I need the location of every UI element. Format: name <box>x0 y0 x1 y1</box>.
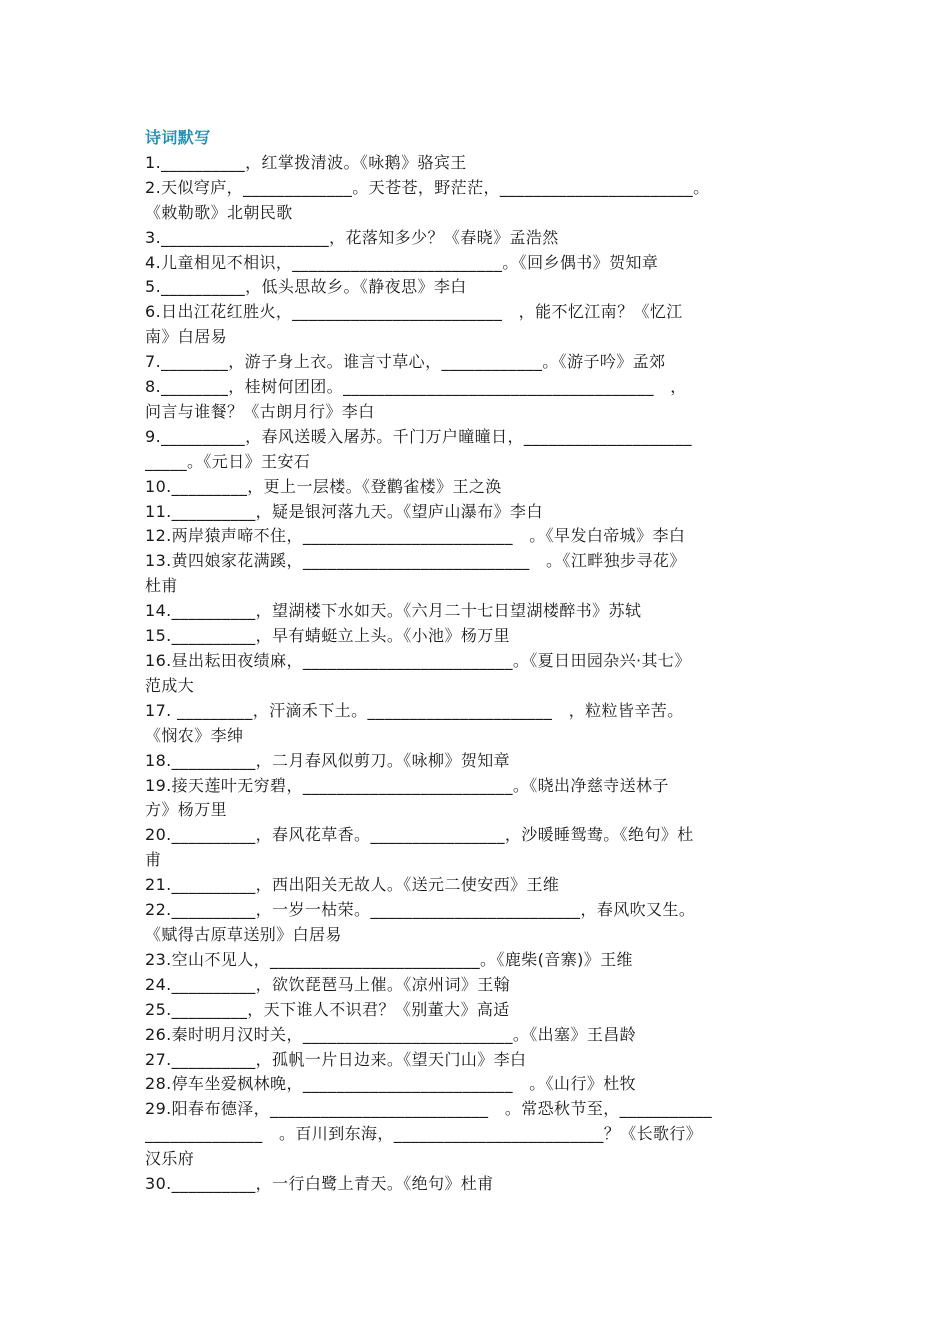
poem-line: 17. _________，汗滴禾下土。______________________ ，粒粒皆辛苦。 <box>145 700 684 720</box>
poem-line: 15.__________，早有蜻蜓立上头。《小池》杨万里 <box>145 626 511 646</box>
worksheet-title: 诗词默写 <box>145 128 211 147</box>
poem-line: _____。《元日》王安石 <box>145 451 311 471</box>
poem-line: 范成大 <box>145 675 195 695</box>
poem-line: 甫 <box>145 850 162 870</box>
poem-line: 1.__________，红掌拨清波。《咏鹅》骆宾王 <box>145 152 467 172</box>
poem-line: 8.________，桂树何团团。_____________________________________ ， <box>145 377 687 397</box>
poem-line: 20.__________，春风花草香。________________，沙暖睡鸳鸯。《绝句》杜 <box>145 825 694 845</box>
poem-line: 27.__________，孤帆一片日边来。《望天门山》李白 <box>145 1049 527 1069</box>
poem-line: 16.昼出耘田夜绩麻，_________________________。《夏日田园杂兴·其七》 <box>145 651 691 671</box>
poem-line: 南》白居易 <box>145 327 228 347</box>
poem-line: 3.____________________，花落知多少？《春晓》孟浩然 <box>145 227 559 247</box>
poem-line: 问言与谁餐？《古朗月行》李白 <box>145 401 375 421</box>
poem-line: 12.两岸猿声啼不住，_________________________ 。《早发白帝城》李白 <box>145 526 686 546</box>
poem-line: 《悯农》李绅 <box>145 725 244 745</box>
poem-line: 23.空山不见人，_________________________。《鹿柴(音寨)》王维 <box>145 949 633 969</box>
poem-line: 25._________，天下谁人不识君？《别董大》高适 <box>145 999 510 1019</box>
poem-line: 6.日出江花红胜火，_________________________ ，能不忆江南？《忆江 <box>145 302 683 322</box>
poem-line: 汉乐府 <box>145 1149 195 1169</box>
poem-line: 4.儿童相见不相识，_________________________。《回乡偶书》贺知章 <box>145 252 659 272</box>
poem-line: 2.天似穹庐，_____________。天苍苍，野茫茫，_______________________。 <box>145 177 710 197</box>
poem-line: 22.__________，一岁一枯荣。_________________________，春风吹又生。 <box>145 900 696 920</box>
poem-line: 19.接天莲叶无穷碧，_________________________。《晓出净慈寺送林子 <box>145 775 669 795</box>
poem-lines <box>145 151 810 1197</box>
poem-line: 7.________，游子身上衣。谁言寸草心，____________。《游子吟》孟郊 <box>145 352 666 372</box>
poem-line: 14.__________，望湖楼下水如天。《六月二十七日望湖楼醉书》苏轼 <box>145 601 642 621</box>
poem-line: 21.__________，西出阳关无故人。《送元二使安西》王维 <box>145 875 560 895</box>
poem-line: 11.__________，疑是银河落九天。《望庐山瀑布》李白 <box>145 501 543 521</box>
poem-line: 《赋得古原草送别》白居易 <box>145 924 342 944</box>
poem-line: 24.__________，欲饮琵琶马上催。《凉州词》王翰 <box>145 974 511 994</box>
poem-line: 方》杨万里 <box>145 800 228 820</box>
poem-line: 5.__________，低头思故乡。《静夜思》李白 <box>145 277 467 297</box>
poem-line: 9.__________，春风送暖入屠苏。千门万户曈曈日，____________________ <box>145 426 692 446</box>
poem-line: 26.秦时明月汉时关，_________________________。《出塞》王昌龄 <box>145 1024 637 1044</box>
poem-line: 30.__________，一行白鹭上青天。《绝句》杜甫 <box>145 1174 494 1194</box>
worksheet-page <box>145 126 810 1197</box>
poem-line: 28.停车坐爱枫林晚，_________________________ 。《山行》杜牧 <box>145 1074 637 1094</box>
poem-line: 29.阳春布德泽，__________________________ 。常恐秋节至，___________ <box>145 1099 713 1119</box>
poem-line: 10._________，更上一层楼。《登鹳雀楼》王之涣 <box>145 476 502 496</box>
poem-line: 18.__________，二月春风似剪刀。《咏柳》贺知章 <box>145 750 511 770</box>
poem-line: 13.黄四娘家花满蹊，___________________________ 。《江畔独步寻花》 <box>145 551 686 571</box>
poem-line: ______________ 。百川到东海，_________________________？《长歌行》 <box>145 1124 703 1144</box>
poem-line: 《敕勒歌》北朝民歌 <box>145 202 293 222</box>
poem-line: 杜甫 <box>145 576 178 596</box>
